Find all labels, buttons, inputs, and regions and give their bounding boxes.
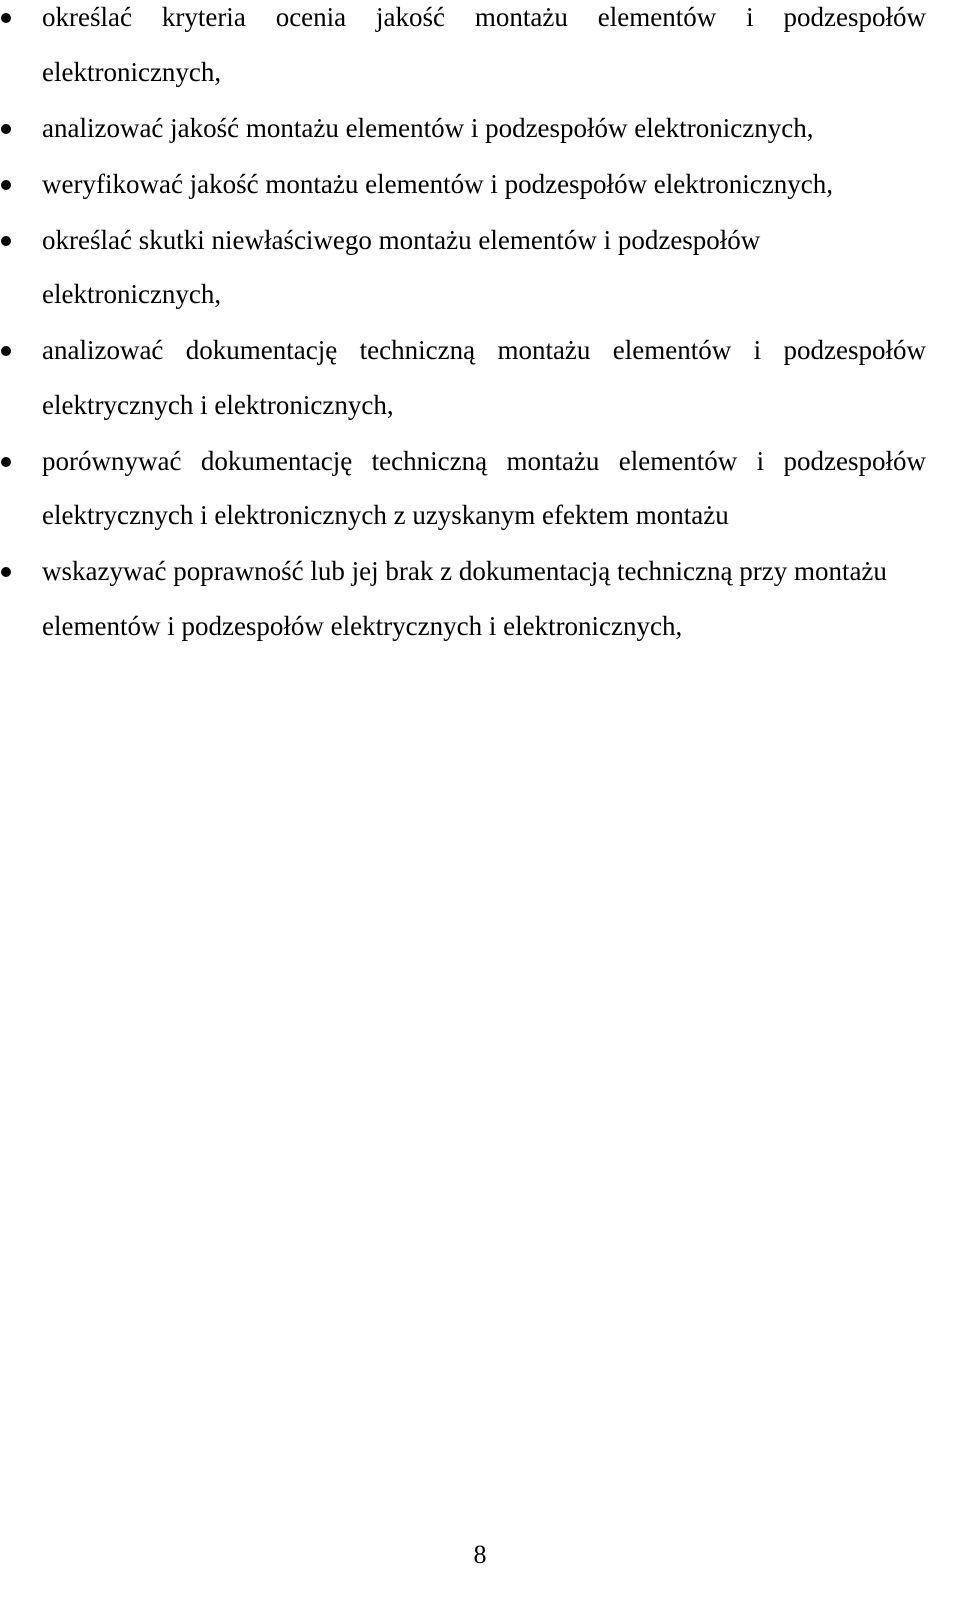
list-item-text: określać kryteria ocenia jakość montażu elementów i podzespołów elektronicznych, xyxy=(42,2,926,87)
list-item-text: analizować dokumentację techniczną montażu elementów i podzespołów elektrycznych i elektronicznych, xyxy=(42,335,926,420)
bullet-icon xyxy=(1,13,11,23)
bullet-icon xyxy=(1,124,11,134)
bullet-icon xyxy=(1,236,11,246)
list-item-text: analizować jakość montażu elementów i podzespołów elektronicznych, xyxy=(42,112,814,143)
list-item-text: porównywać dokumentację techniczną montażu elementów i podzespołów elektrycznych i elektronicznych z uzyskanym efektem montażu xyxy=(42,445,926,530)
bullet-icon xyxy=(1,346,11,356)
bullet-list xyxy=(0,0,960,655)
list-item xyxy=(0,0,960,99)
bullet-icon xyxy=(1,457,11,467)
list-item-text: weryfikować jakość montażu elementów i podzespołów elektronicznych, xyxy=(42,168,833,199)
list-item xyxy=(0,434,960,543)
list-item-text: wskazywać poprawność lub jej brak z dokumentacją techniczną przy montażu elementów i podzespołów elektrycznych i elektronicznych, xyxy=(42,556,887,641)
list-item xyxy=(0,213,960,322)
list-item xyxy=(0,323,960,432)
list-item xyxy=(0,157,960,212)
list-item xyxy=(0,101,960,156)
bullet-icon xyxy=(1,567,11,577)
bullet-icon xyxy=(1,180,11,190)
page-number: 8 xyxy=(473,1540,487,1569)
list-item xyxy=(0,544,960,653)
list-item-text: określać skutki niewłaściwego montażu elementów i podzespołów elektronicznych, xyxy=(42,224,761,309)
